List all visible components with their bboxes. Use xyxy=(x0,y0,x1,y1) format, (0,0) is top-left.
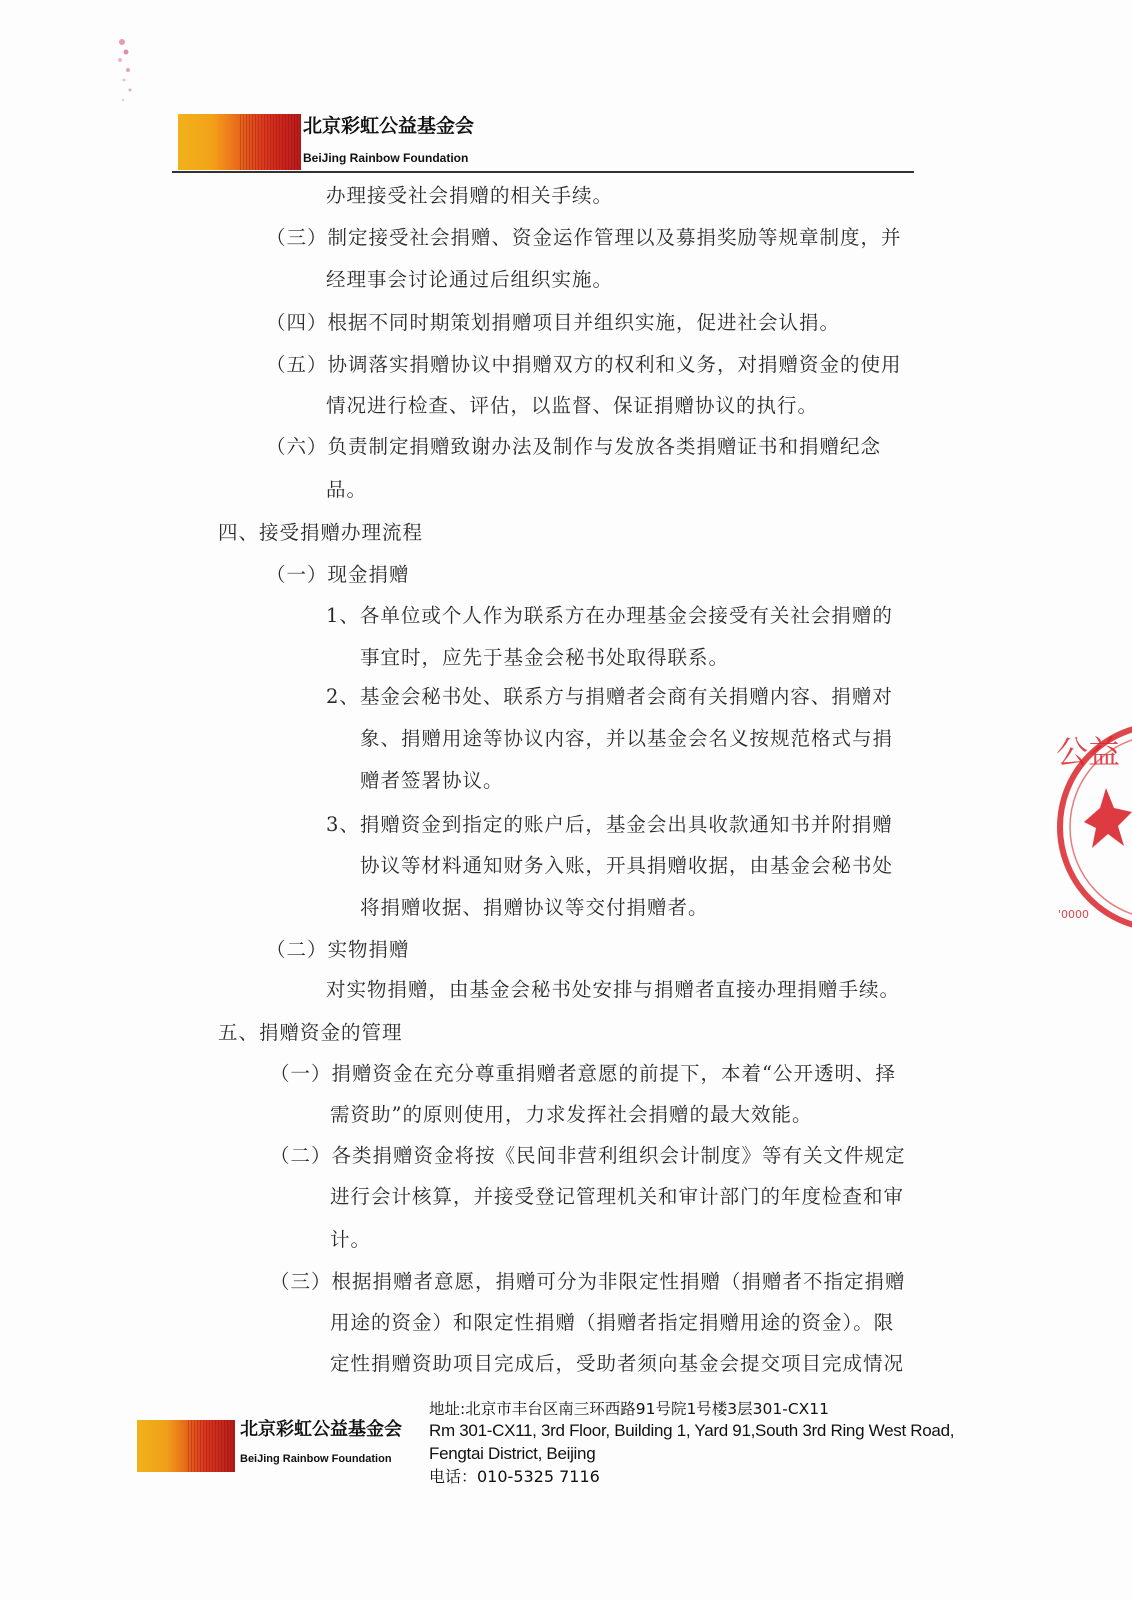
body-line: 对实物捐赠，由基金会秘书处安排与捐赠者直接办理捐赠手续。 xyxy=(326,978,901,1001)
footer-org-name-cn: 北京彩虹公益基金会 xyxy=(240,1419,402,1440)
footer-org-name-en: BeiJing Rainbow Foundation xyxy=(240,1453,392,1465)
body-line: 赠者签署协议。 xyxy=(360,769,504,792)
header-org-name-cn: 北京彩虹公益基金会 xyxy=(303,115,475,137)
body-line: 3、捐赠资金到指定的账户后，基金会出具收款通知书并附捐赠 xyxy=(326,813,893,836)
header-org-name-en: BeiJing Rainbow Foundation xyxy=(303,151,469,165)
body-line: 情况进行检查、评估，以监督、保证捐赠协议的执行。 xyxy=(326,394,819,417)
body-line: （三）根据捐赠者意愿，捐赠可分为非限定性捐赠（捐赠者不指定捐赠 xyxy=(270,1270,906,1293)
footer-logo-stripes xyxy=(188,1420,235,1472)
body-line: 2、基金会秘书处、联系方与捐赠者会商有关捐赠内容、捐赠对 xyxy=(326,685,893,708)
body-line: 用途的资金）和限定性捐赠（捐赠者指定捐赠用途的资金）。限 xyxy=(330,1311,895,1334)
footer-address-en-line1: Rm 301-CX11, 3rd Floor, Building 1, Yard 91,South 3rd Ring West Road, xyxy=(429,1421,955,1440)
body-line: （六）负责制定捐赠致谢办法及制作与发放各类捐赠证书和捐赠纪念 xyxy=(266,435,882,458)
body-line: 象、捐赠用途等协议内容，并以基金会名义按规范格式与捐 xyxy=(360,727,894,750)
footer-address-cn: 地址:北京市丰台区南三环西路91号院1号楼3层301-CX11 xyxy=(429,1400,830,1418)
body-line: 1、各单位或个人作为联系方在办理基金会接受有关社会捐赠的 xyxy=(326,604,893,627)
body-line: 将捐赠收据、捐赠协议等交付捐赠者。 xyxy=(360,896,709,919)
body-line: （一）捐赠资金在充分尊重捐赠者意愿的前提下，本着“公开透明、择 xyxy=(270,1062,896,1085)
footer-phone: 电话：010-5325 7116 xyxy=(429,1467,600,1486)
body-line: 需资助”的原则使用，力求发挥社会捐赠的最大效能。 xyxy=(330,1103,813,1126)
body-line: 定性捐赠资助项目完成后，受助者须向基金会提交项目完成情况 xyxy=(330,1352,905,1375)
official-seal-stamp xyxy=(1050,712,1132,942)
body-line: 经理事会讨论通过后组织实施。 xyxy=(326,268,614,291)
body-line: 办理接受社会捐赠的相关手续。 xyxy=(326,184,614,207)
footer-address-en-line2: Fengtai District, Beijing xyxy=(429,1444,596,1463)
seal-star-icon xyxy=(1084,788,1132,848)
body-line: （四）根据不同时期策划捐赠项目并组织实施，促进社会认捐。 xyxy=(266,311,841,334)
body-line: （五）协调落实捐赠协议中捐赠双方的权利和义务，对捐赠资金的使用 xyxy=(266,353,902,376)
header-logo-stripes xyxy=(240,114,301,170)
body-line: 计。 xyxy=(330,1228,372,1251)
subsection-heading: （二）实物捐赠 xyxy=(266,938,410,961)
body-line: 事宜时，应先于基金会秘书处取得联系。 xyxy=(360,646,730,669)
scan-speck-mark xyxy=(110,30,140,120)
seal-text-bottom: '0000 xyxy=(1058,908,1090,921)
subsection-heading: （一）现金捐赠 xyxy=(266,563,410,586)
body-line: 协议等材料通知财务入账，开具捐赠收据，由基金会秘书处 xyxy=(360,854,894,877)
body-line: 进行会计核算，并接受登记管理机关和审计部门的年度检查和审 xyxy=(330,1185,905,1208)
section-heading: 五、捐赠资金的管理 xyxy=(218,1021,403,1044)
body-line: 品。 xyxy=(326,478,368,501)
body-line: （三）制定接受社会捐赠、资金运作管理以及募捐奖励等规章制度，并 xyxy=(266,226,902,249)
section-heading: 四、接受捐赠办理流程 xyxy=(218,521,424,544)
header-rule xyxy=(172,171,914,173)
seal-text-top: 公益 xyxy=(1056,733,1121,771)
body-line: （二）各类捐赠资金将按《民间非营利组织会计制度》等有关文件规定 xyxy=(270,1144,906,1167)
